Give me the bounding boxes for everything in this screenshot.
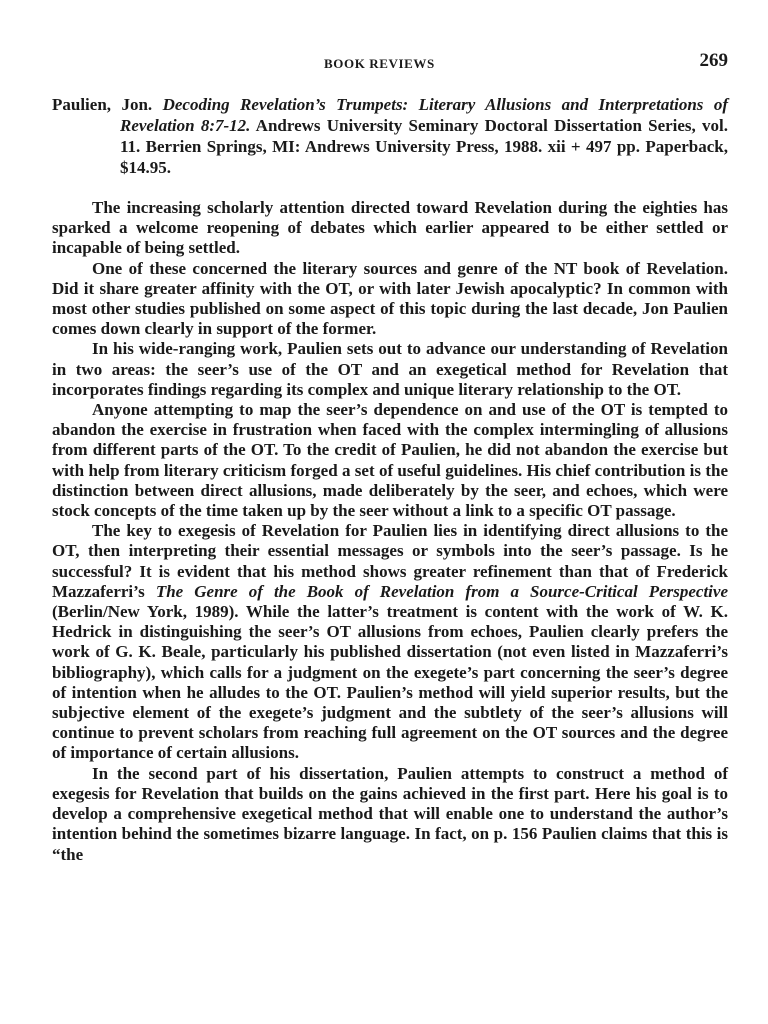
citation-publication: Andrews University Seminary Doctoral Dissertation Series, vol. 11. Berrien Springs, MI: Andrews University Press, 1988. xii + 497 pp. Paperback, $14.95.	[120, 116, 728, 177]
review-citation	[52, 94, 728, 178]
paragraph-5-part-1: The key to exegesis of Revelation for Paulien lies in identifying direct allusions to the OT, then interpreting their essential messages or symbols into the seer’s passage. Is he successful? It is evident that his method shows greater refinement than that of Frederick Mazzaferri’s	[52, 521, 728, 601]
paragraph-5	[52, 521, 728, 763]
running-head	[52, 50, 728, 78]
page-number: 269	[699, 50, 728, 71]
paragraph-6: In the second part of his dissertation, Paulien attempts to construct a method of exegesis for Revelation that builds on the gains achieved in the first part. Here his goal is to develop a comprehensive exegetical method that will enable one to understand the author’s intention behind the sometimes bizarre language. In fact, on p. 156 Paulien claims that this is “the	[52, 763, 728, 864]
citation-author: Paulien, Jon.	[52, 95, 153, 114]
paragraph-1: The increasing scholarly attention directed toward Revelation during the eighties has sparked a welcome reopening of debates which earlier appeared to be either settled or incapable of being settled.	[52, 198, 728, 258]
paragraph-5-part-2: (Berlin/New York, 1989). While the latter’s treatment is content with the work of W. K. Hedrick in distinguishing the seer’s OT allusions from echoes, Paulien clearly prefers the work of G. K. Beale, particularly his published dissertation (not even listed in Mazzaferri’s bibliography), which calls for a judgment on the exegete’s part concerning the seer’s degree of intention when he alludes to the OT. Paulien’s method will yield superior results, but the subjective element of the exegete’s judgment and the subtlety of the seer’s allusions will continue to prevent scholars from reaching full agreement on the OT sources and the degree of importance of certain allusions.	[52, 602, 728, 763]
running-title: BOOK REVIEWS	[324, 56, 435, 71]
paragraph-4: Anyone attempting to map the seer’s dependence on and use of the OT is tempted to abandon the exercise in frustration when faced with the complex intermingling of allusions from different parts of the OT. To the credit of Paulien, he did not abandon the exercise but with help from literary criticism forged a set of useful guidelines. His chief contribution is the distinction between direct allusions, made deliberately by the seer, and echoes, which were stock concepts of the time taken up by the seer without a link to a specific OT passage.	[52, 400, 728, 521]
paragraph-2: One of these concerned the literary sources and genre of the NT book of Revelation. Did it share greater affinity with the OT, or with later Jewish apocalyptic? In common with most other studies published on some aspect of this topic during the last decade, Jon Paulien comes down clearly in support of the former.	[52, 258, 728, 339]
paragraph-3: In his wide-ranging work, Paulien sets out to advance our understanding of Revelation in two areas: the seer’s use of the OT and an exegetical method for Revelation that incorporates findings regarding its complex and unique literary relationship to the OT.	[52, 339, 728, 399]
cited-book-title: The Genre of the Book of Revelation from a Source-Critical Perspective	[155, 581, 728, 601]
citation-title: Decoding Revelation’s Trumpets: Literary Allusions and Interpretations of Revelation 8:7-12.	[120, 95, 728, 135]
review-body	[52, 198, 728, 865]
book-page	[52, 50, 728, 865]
